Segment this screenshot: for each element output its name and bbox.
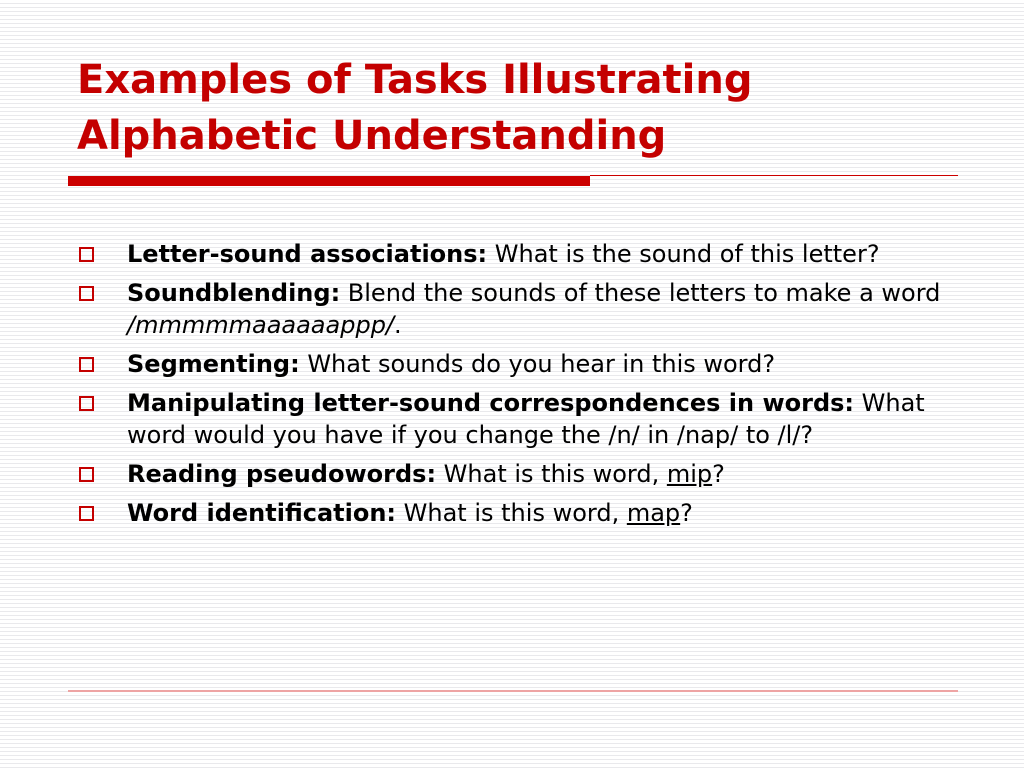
list-item (77, 458, 957, 490)
bullet-term: Soundblending: (127, 279, 341, 307)
hollow-square-icon (79, 396, 94, 411)
bullet-word: map (626, 499, 681, 527)
hollow-square-icon (79, 357, 94, 372)
footer-divider (68, 690, 958, 692)
bullet-example: /mmmmmaaaaaappp/ (127, 311, 395, 339)
hollow-square-icon (79, 247, 94, 262)
slide-title-line-2: Alphabetic Understanding (77, 113, 667, 159)
list-item (77, 238, 957, 270)
list-item (77, 387, 957, 451)
title-underline-thick (68, 176, 590, 186)
bullet-term: Segmenting: (127, 350, 300, 378)
task-list (77, 238, 957, 536)
bullet-punctuation: . (394, 311, 402, 339)
bullet-punctuation: ? (680, 499, 693, 527)
bullet-word: mip (666, 460, 713, 488)
hollow-square-icon (79, 506, 94, 521)
bullet-term: Letter-sound associations: (127, 240, 488, 268)
bullet-text: Blend the sounds of these letters to make a word (340, 279, 941, 307)
list-item (77, 497, 957, 529)
bullet-term: Manipulating letter-sound correspondences in words: (127, 389, 855, 417)
bullet-punctuation: ? (712, 460, 725, 488)
list-item (77, 277, 957, 341)
slide-title (77, 52, 977, 164)
bullet-text: What is the sound of this letter? (487, 240, 880, 268)
bullet-term: Reading pseudowords: (127, 460, 437, 488)
bullet-text: What is this word, (436, 460, 667, 488)
bullet-text: What is this word, (396, 499, 627, 527)
title-underline-thin (590, 175, 958, 176)
bullet-text: What word would you have if you change the /n/ in /nap/ to /l/? (127, 389, 925, 449)
bullet-text: What sounds do you hear in this word? (299, 350, 776, 378)
hollow-square-icon (79, 467, 94, 482)
list-item (77, 348, 957, 380)
hollow-square-icon (79, 286, 94, 301)
bullet-term: Word identification: (127, 499, 397, 527)
slide-title-line-1: Examples of Tasks Illustrating (77, 57, 753, 103)
